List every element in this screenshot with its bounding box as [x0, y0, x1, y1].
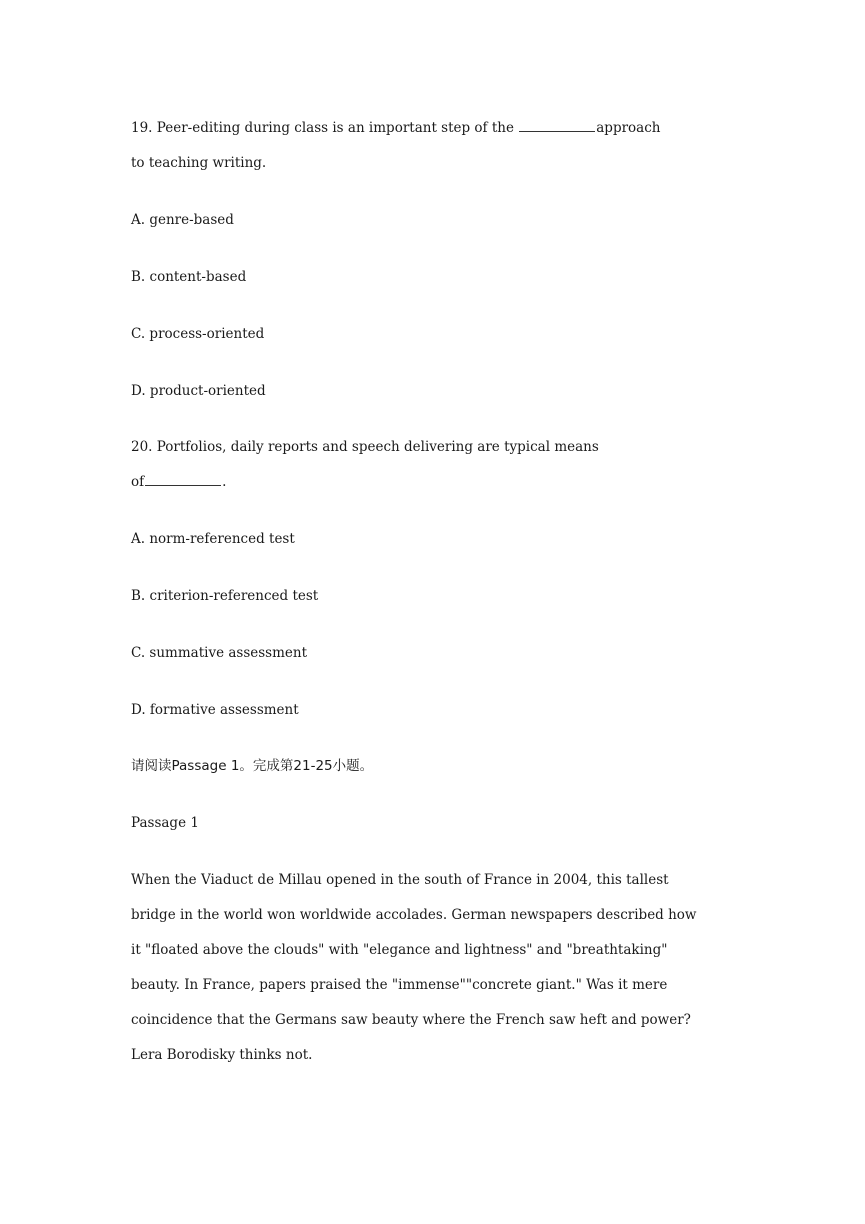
passage-title: Passage 1	[131, 815, 199, 831]
question-19-option-c: C. process-oriented	[131, 326, 265, 342]
passage-line: it "floated above the clouds" with "elegance and lightness" and "breathtaking"	[131, 942, 668, 958]
question-20-stem-text-after: .	[222, 474, 227, 490]
passage-body	[131, 870, 741, 1065]
question-20-option-a: A. norm-referenced test	[131, 531, 295, 547]
question-19-option-d: D. product-oriented	[131, 383, 266, 399]
question-19-stem-line-2: to teaching writing.	[131, 155, 267, 171]
question-20-option-c: C. summative assessment	[131, 645, 308, 661]
passage-line: coincidence that the Germans saw beauty where the French saw heft and power?	[131, 1012, 691, 1028]
question-19-stem-text-after: approach	[596, 120, 661, 136]
passage-line: Lera Borodisky thinks not.	[131, 1047, 313, 1063]
question-20-stem-line-1: 20. Portfolios, daily reports and speech delivering are typical means	[131, 439, 599, 455]
answer-blank	[519, 119, 595, 132]
question-20-option-b: B. criterion-referenced test	[131, 588, 319, 604]
question-19-option-b: B. content-based	[131, 269, 247, 285]
passage-line: When the Viaduct de Millau opened in the south of France in 2004, this tallest	[131, 872, 669, 888]
question-20-stem-text: of	[131, 474, 145, 490]
document-page	[131, 118, 741, 1065]
answer-blank	[145, 473, 221, 486]
question-20	[131, 437, 741, 720]
question-19-option-a: A. genre-based	[131, 212, 234, 228]
passage-line: bridge in the world won worldwide accolades. German newspapers described how	[131, 907, 697, 923]
question-19-stem-text: 19. Peer-editing during class is an important step of the	[131, 120, 519, 136]
reading-instruction: 请阅读Passage 1。完成第21-25小题。	[131, 758, 374, 774]
question-20-option-d: D. formative assessment	[131, 702, 299, 718]
question-20-stem-line-2	[131, 472, 741, 492]
question-19-stem-line-1	[131, 118, 741, 138]
question-19	[131, 118, 741, 401]
passage-line: beauty. In France, papers praised the "immense""concrete giant." Was it mere	[131, 977, 668, 993]
